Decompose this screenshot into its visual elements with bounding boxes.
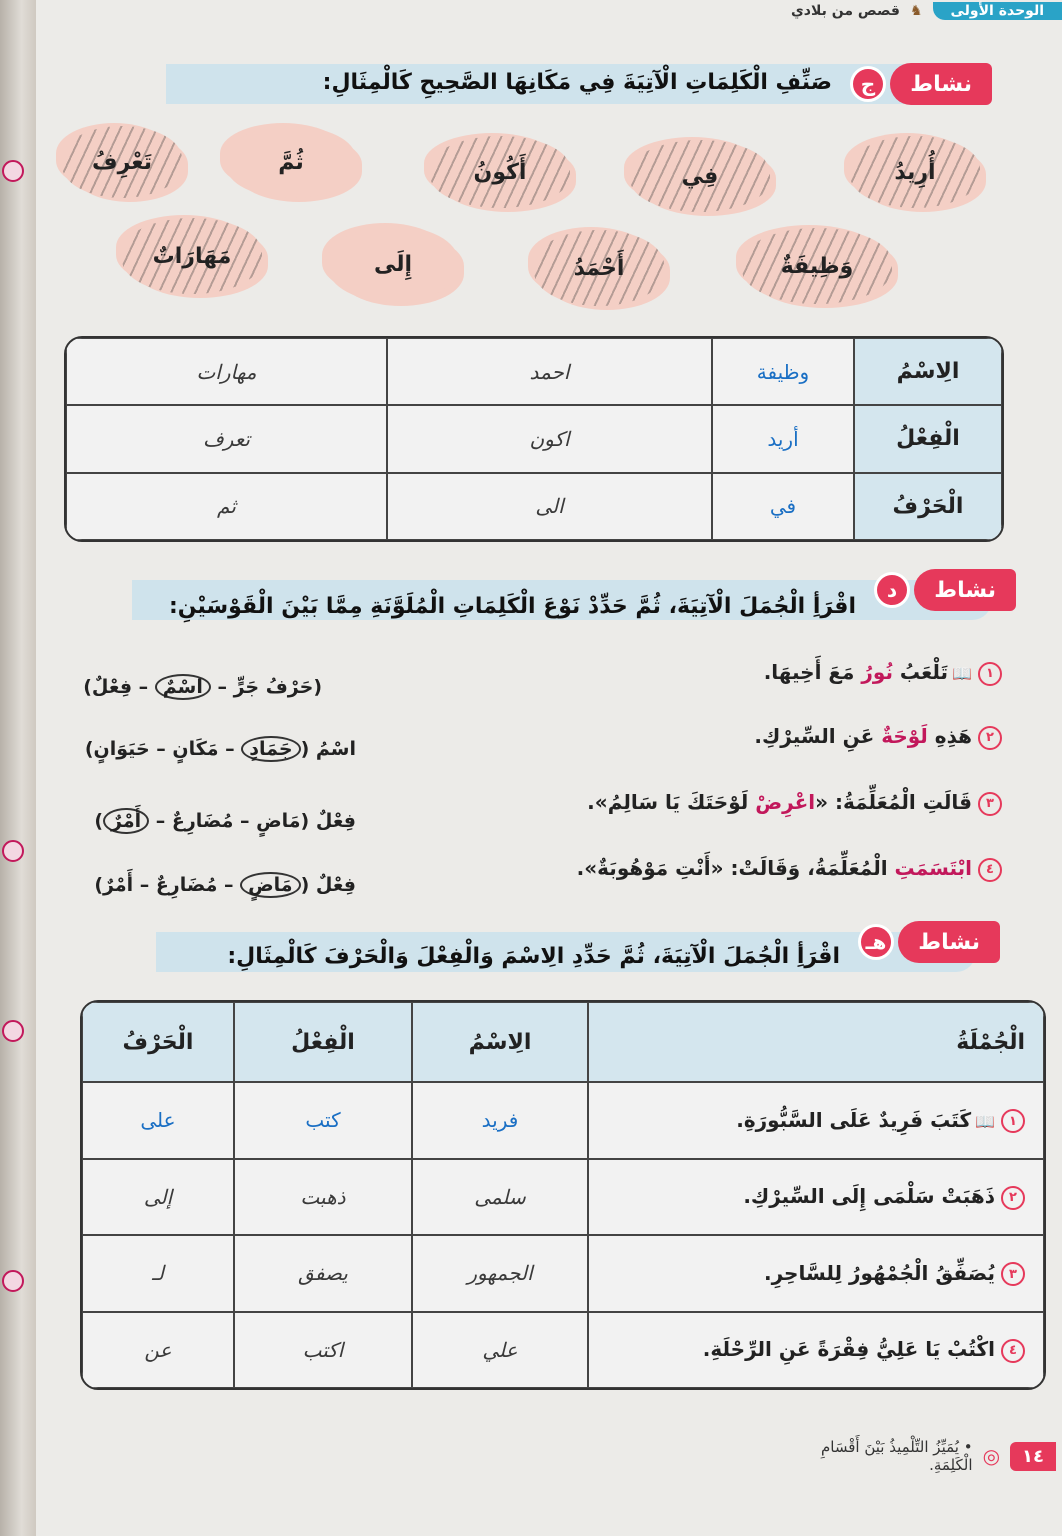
- number-badge: ٣: [978, 792, 1002, 816]
- number-badge: ٤: [1001, 1339, 1025, 1363]
- choice-text: – فِعْلٌ): [83, 676, 155, 698]
- header-noun: الِاسْمُ: [412, 1002, 588, 1082]
- highlighted-word: اعْرِضْ: [755, 790, 816, 814]
- particle-cell[interactable]: عن: [82, 1312, 234, 1389]
- word-cloud: وَظِيفَةٌ: [742, 228, 892, 304]
- activity-e-letter: هـ: [858, 924, 894, 960]
- answer-cell[interactable]: الى: [387, 473, 712, 540]
- word-cloud: فِي: [630, 140, 770, 212]
- verb-cell[interactable]: اكتب: [234, 1312, 412, 1389]
- sentence-text: قَالَتِ الْمُعَلِّمَةُ: «: [815, 790, 972, 814]
- answer-cell[interactable]: اكون: [387, 405, 712, 472]
- particle-cell: على: [82, 1082, 234, 1159]
- answer-cell[interactable]: تعرف: [66, 405, 387, 472]
- number-badge: ١: [978, 662, 1002, 686]
- table-row: [82, 1159, 1044, 1236]
- noun-cell: فريد: [412, 1082, 588, 1159]
- choices-4: [94, 874, 356, 896]
- margin-marker: [2, 840, 24, 862]
- classification-table: [64, 336, 1004, 542]
- sentence-cell: [588, 1312, 1044, 1389]
- choices-2: [85, 738, 356, 760]
- unit-label: الوحدة الأولى: [933, 2, 1062, 20]
- header-sentence: الْجُمْلَةُ: [588, 1002, 1044, 1082]
- highlighted-word: ابْتَسَمَتِ: [894, 856, 972, 880]
- sentence-text: ذَهَبَتْ سَلْمَى إِلَى السِّيرْكِ.: [743, 1184, 995, 1208]
- choice-text: ): [94, 810, 103, 832]
- answer-cell[interactable]: ثم: [66, 473, 387, 540]
- target-icon: ◎: [982, 1444, 1001, 1468]
- table-row: [82, 1235, 1044, 1312]
- sentence-text: مَعَ أَخِيهَا.: [763, 660, 862, 684]
- choice-text: (حَرْفُ جَرٍّ –: [210, 676, 322, 698]
- activity-c-badge: نشاط: [890, 63, 992, 105]
- page-header: [662, 0, 1062, 22]
- table-row: [66, 338, 1002, 405]
- sentence-text: لَوْحَتَكَ يَا سَالِمُ».: [587, 790, 756, 814]
- header-particle: الْحَرْفُ: [82, 1002, 234, 1082]
- sentence-text: يُصَفِّقُ الْجُمْهُورُ لِلسَّاحِرِ.: [764, 1260, 995, 1285]
- animals-icon: ♞: [909, 3, 923, 19]
- word-cloud: تَعْرِفُ: [62, 126, 182, 198]
- activity-c-letter: ج: [850, 66, 886, 102]
- sentence-cell: [588, 1159, 1044, 1236]
- word-cloud: أُرِيدُ: [850, 136, 980, 208]
- circled-answer[interactable]: أَمْرٌ: [103, 808, 149, 834]
- noun-cell[interactable]: سلمى: [412, 1159, 588, 1236]
- highlighted-word: لَوْحَةٌ: [881, 724, 928, 748]
- circled-answer[interactable]: اسْمٌ: [155, 674, 211, 700]
- activity-d-instruction: اقْرَأِ الْجُمَلَ الْآتِيَةَ، ثُمَّ حَدِّدْ نَوْعَ الْكَلِمَاتِ الْمُلَوَّنَةِ مِمَّا بَيْنَ الْقَوْسَيْنِ:: [168, 594, 856, 619]
- table-row: [82, 1082, 1044, 1159]
- table-row: [82, 1312, 1044, 1389]
- verb-cell[interactable]: يصفق: [234, 1235, 412, 1312]
- noun-cell[interactable]: الجمهور: [412, 1235, 588, 1312]
- sentence-text: كَتَبَ فَرِيدٌ عَلَى السَّبُّورَةِ.: [736, 1107, 972, 1132]
- workbook-page: [36, 0, 1062, 1536]
- verb-cell: كتب: [234, 1082, 412, 1159]
- choice-text: اسْمُ (: [300, 738, 356, 760]
- row-header: الِاسْمُ: [854, 338, 1002, 405]
- circled-answer[interactable]: جَمَادٍ: [241, 736, 300, 762]
- sentence-text: الْمُعَلِّمَةُ، وَقَالَتْ: «أَنْتِ مَوْهُوبَةٌ».: [576, 856, 895, 880]
- page-number: ١٤: [1010, 1442, 1056, 1471]
- example-cell: وظيفة: [712, 338, 854, 405]
- example-cell: في: [712, 473, 854, 540]
- number-badge: ١: [1001, 1109, 1025, 1133]
- sentence-text: تَلْعَبُ: [892, 660, 949, 684]
- table-header-row: [82, 1002, 1044, 1082]
- book-icon: 📖: [975, 1111, 995, 1131]
- sentence-3: [587, 790, 1002, 816]
- sentence-text: اكْتُبْ يَا عَلِيُّ فِقْرَةً عَنِ الرِّحْلَةِ.: [702, 1337, 995, 1361]
- choice-text: فِعْلٌ (مَاضٍ – مُضَارِعٌ –: [149, 810, 356, 832]
- activity-c-instruction: صَنِّفِ الْكَلِمَاتِ الْآتِيَةَ فِي مَكَانِهَا الصَّحِيحِ كَالْمِثَالِ:: [322, 70, 832, 95]
- table-row: [66, 473, 1002, 540]
- margin-marker: [2, 1020, 24, 1042]
- sentence-2: [754, 724, 1002, 750]
- sentence-text: هَذِهِ: [927, 724, 972, 748]
- number-badge: ٢: [978, 726, 1002, 750]
- activity-d-letter: د: [874, 572, 910, 608]
- page-footer: [776, 1436, 1056, 1476]
- header-verb: الْفِعْلُ: [234, 1002, 412, 1082]
- margin-marker: [2, 160, 24, 182]
- word-cloud: مَهَارَاتٌ: [122, 218, 262, 294]
- word-cloud: إِلَى: [328, 226, 458, 302]
- word-cloud: أَحْمَدُ: [534, 230, 664, 306]
- word-cloud: ثُمَّ: [226, 126, 356, 198]
- number-badge: ٢: [1001, 1186, 1025, 1210]
- sentence-text: عَنِ السِّيرْكِ.: [754, 724, 882, 748]
- answer-cell[interactable]: مهارات: [66, 338, 387, 405]
- sentence-1: [764, 660, 1002, 686]
- table-row: [66, 405, 1002, 472]
- sentence-cell: [588, 1082, 1044, 1159]
- choice-text: فِعْلٌ (: [300, 874, 356, 896]
- row-header: الْفِعْلُ: [854, 405, 1002, 472]
- particle-cell[interactable]: لـ: [82, 1235, 234, 1312]
- margin-marker: [2, 1270, 24, 1292]
- activity-e-instruction: اقْرَأِ الْجُمَلَ الْآتِيَةَ، ثُمَّ حَدِّدِ الِاسْمَ وَالْفِعْلَ وَالْحَرْفَ كَالْمِثَالِ:: [227, 944, 840, 969]
- activity-e-badge: نشاط: [898, 921, 1000, 963]
- topic-label: قصص من بلادي: [790, 3, 900, 19]
- circled-answer[interactable]: مَاضٍ: [240, 872, 300, 898]
- number-badge: ٣: [1001, 1262, 1025, 1286]
- parts-of-speech-table: [80, 1000, 1046, 1390]
- book-spine: [0, 0, 36, 1536]
- number-badge: ٤: [978, 858, 1002, 882]
- choices-3: [94, 810, 356, 832]
- choices-1: [83, 676, 322, 698]
- sentence-cell: [588, 1235, 1044, 1312]
- choice-text: – مُضَارِعٌ – أَمْرٌ): [94, 874, 241, 896]
- word-cloud: أَكُونُ: [430, 136, 570, 208]
- sentence-4: [577, 856, 1002, 882]
- choice-text: – مَكَانٍ – حَيَوَانٍ): [84, 738, 242, 760]
- particle-cell[interactable]: إلى: [82, 1159, 234, 1236]
- noun-cell[interactable]: علي: [412, 1312, 588, 1389]
- book-icon: 📖: [952, 664, 972, 683]
- row-header: الْحَرْفُ: [854, 473, 1002, 540]
- activity-d-badge: نشاط: [914, 569, 1016, 611]
- example-cell: أريد: [712, 405, 854, 472]
- answer-cell[interactable]: احمد: [387, 338, 712, 405]
- learning-objective: • يُمَيِّزُ التِّلْمِيذُ بَيْنَ أَقْسَامِ الْكَلِمَةِ.: [820, 1438, 973, 1474]
- highlighted-word: نُورُ: [861, 660, 893, 684]
- verb-cell[interactable]: ذهبت: [234, 1159, 412, 1236]
